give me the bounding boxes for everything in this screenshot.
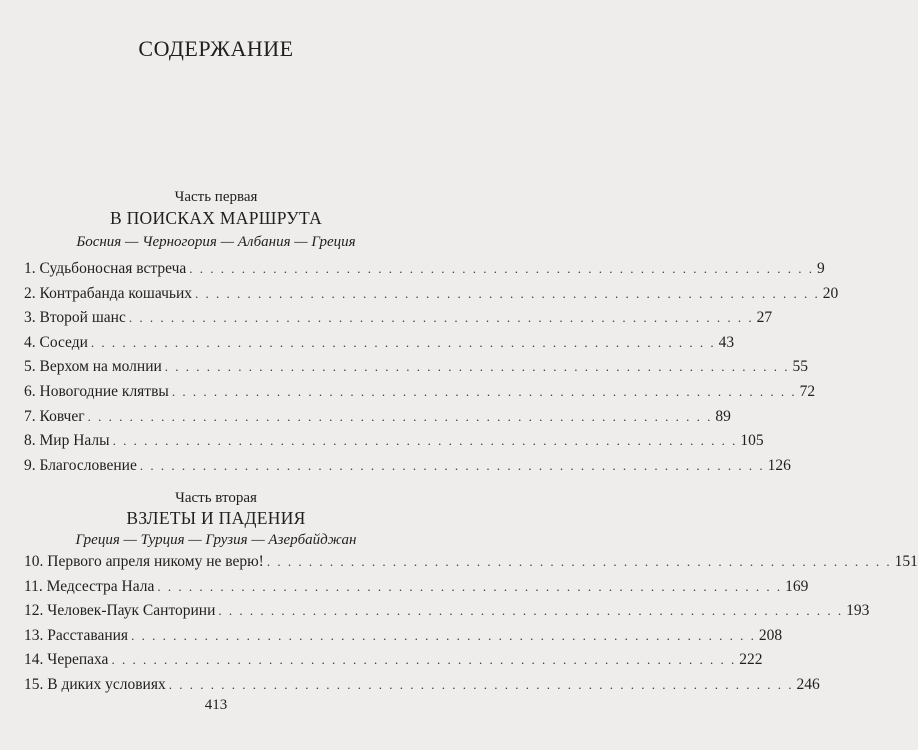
toc-entry-page: 222 [739, 651, 763, 669]
dot-leader: . . . . . . . . . . . . . . . . . . . . . . . . . . . . . . . . . . . . . . . . . . . . . . . . . . . . . . . . . . . . [168, 676, 794, 692]
toc-entry [24, 432, 764, 457]
toc-entry-page: 193 [846, 602, 870, 620]
toc-entry-title: 4. Соседи [24, 333, 88, 351]
toc-entry [24, 626, 783, 652]
dot-leader: . . . . . . . . . . . . . . . . . . . . . . . . . . . . . . . . . . . . . . . . . . . . . . . . . . . . . . . . . . . . [111, 652, 737, 668]
toc-entry-title: 11. Медсестра Нала [24, 577, 155, 595]
part-1-route: Босния — Черногория — Албания — Греция [76, 234, 356, 250]
dot-leader: . . . . . . . . . . . . . . . . . . . . . . . . . . . . . . . . . . . . . . . . . . . . . . . . . . . . . . . . . . . . [90, 334, 716, 350]
dot-leader: . . . . . . . . . . . . . . . . . . . . . . . . . . . . . . . . . . . . . . . . . . . . . . . . . . . . . . . . . . . . [112, 433, 738, 449]
toc-entry [24, 553, 918, 578]
dot-leader: . . . . . . . . . . . . . . . . . . . . . . . . . . . . . . . . . . . . . . . . . . . . . . . . . . . . . . . . . . . . [195, 285, 820, 301]
dot-leader: . . . . . . . . . . . . . . . . . . . . . . . . . . . . . . . . . . . . . . . . . . . . . . . . . . . . . . . . . . . . [266, 554, 892, 569]
part-2-title: ВЗЛЕТЫ И ПАДЕНИЯ [126, 508, 306, 528]
toc-entry-title: 6. Новогодние клятвы [24, 382, 169, 400]
toc-entry-page: 126 [767, 456, 791, 474]
toc-entry-title: 1. Судьбоносная встреча [24, 260, 187, 277]
toc-entry [24, 333, 735, 359]
toc-entry-title: 7. Ковчег [24, 407, 85, 425]
dot-leader: . . . . . . . . . . . . . . . . . . . . . . . . . . . . . . . . . . . . . . . . . . . . . . . . . . . . . . . . . . . . [128, 310, 754, 326]
dot-leader: . . . . . . . . . . . . . . . . . . . . . . . . . . . . . . . . . . . . . . . . . . . . . . . . . . . . . . . . . . . . [164, 359, 790, 375]
toc-entry [24, 577, 809, 603]
toc-entry [24, 651, 763, 676]
toc-entry-page: 89 [715, 407, 731, 425]
dot-leader: . . . . . . . . . . . . . . . . . . . . . . . . . . . . . . . . . . . . . . . . . . . . . . . . . . . . . . . . . . . . [87, 408, 713, 424]
toc-entry-title: 12. Человек-Паук Санторини [24, 602, 216, 620]
toc-entry-page: 9 [817, 260, 825, 277]
toc-entry-title: 8. Мир Налы [24, 432, 110, 450]
part-2-label: Часть вторая [175, 490, 257, 506]
toc-entry-title: 10. Первого апреля никому не верю! [24, 553, 264, 570]
part-1-title: В ПОИСКАХ МАРШРУТА [109, 208, 323, 228]
dot-leader: . . . . . . . . . . . . . . . . . . . . . . . . . . . . . . . . . . . . . . . . . . . . . . . . . . . . . . . . . . . . [131, 627, 756, 643]
toc-entry-title: 3. Второй шанс [24, 309, 126, 327]
toc-entry [24, 602, 870, 627]
dot-leader: . . . . . . . . . . . . . . . . . . . . . . . . . . . . . . . . . . . . . . . . . . . . . . . . . . . . . . . . . . . . [171, 383, 797, 399]
toc-entry-page: 27 [756, 309, 773, 327]
part-2-route: Греция — Турция — Грузия — Азербайджан [75, 532, 357, 548]
part-1-label: Часть первая [174, 189, 258, 205]
page-title: СОДЕРЖАНИЕ [138, 36, 294, 61]
toc-entry [24, 358, 809, 383]
toc-entry [24, 382, 816, 408]
toc-entry-title: 14. Черепаха [24, 651, 109, 669]
toc-entry [24, 284, 839, 310]
part-1-toc [24, 260, 839, 481]
toc-entry-title: 5. Верхом на молнии [24, 358, 162, 376]
toc-entry [24, 309, 773, 334]
dot-leader: . . . . . . . . . . . . . . . . . . . . . . . . . . . . . . . . . . . . . . . . . . . . . . . . . . . . . . . . . . . . [218, 603, 844, 619]
toc-entry-page: 20 [822, 284, 839, 302]
toc-entry [24, 456, 791, 482]
dot-leader: . . . . . . . . . . . . . . . . . . . . . . . . . . . . . . . . . . . . . . . . . . . . . . . . . . . . . . . . . . . . [139, 457, 765, 473]
toc-entry [24, 407, 731, 433]
toc-entry-page: 246 [796, 675, 820, 693]
toc-entry-page: 43 [718, 333, 735, 351]
toc-entry-page: 55 [792, 358, 809, 376]
dot-leader: . . . . . . . . . . . . . . . . . . . . . . . . . . . . . . . . . . . . . . . . . . . . . . . . . . . . . . . . . . . . [189, 261, 815, 276]
toc-entry-page: 72 [799, 382, 816, 400]
toc-entry-title: 2. Контрабанда кошачьих [24, 284, 193, 302]
toc-entry-page: 151 [894, 553, 918, 570]
page-number: 413 [204, 697, 228, 713]
toc-entry-page: 105 [740, 432, 764, 450]
part-2-toc [24, 553, 918, 701]
toc-entry-title: 15. В диких условиях [24, 675, 166, 693]
toc-entry-title: 9. Благословение [24, 456, 137, 474]
toc-entry-title: 13. Расставания [24, 626, 129, 644]
toc-entry-page: 169 [785, 577, 809, 595]
toc-entry [24, 260, 825, 285]
toc-entry-page: 208 [758, 626, 783, 644]
dot-leader: . . . . . . . . . . . . . . . . . . . . . . . . . . . . . . . . . . . . . . . . . . . . . . . . . . . . . . . . . . . . [157, 578, 783, 594]
